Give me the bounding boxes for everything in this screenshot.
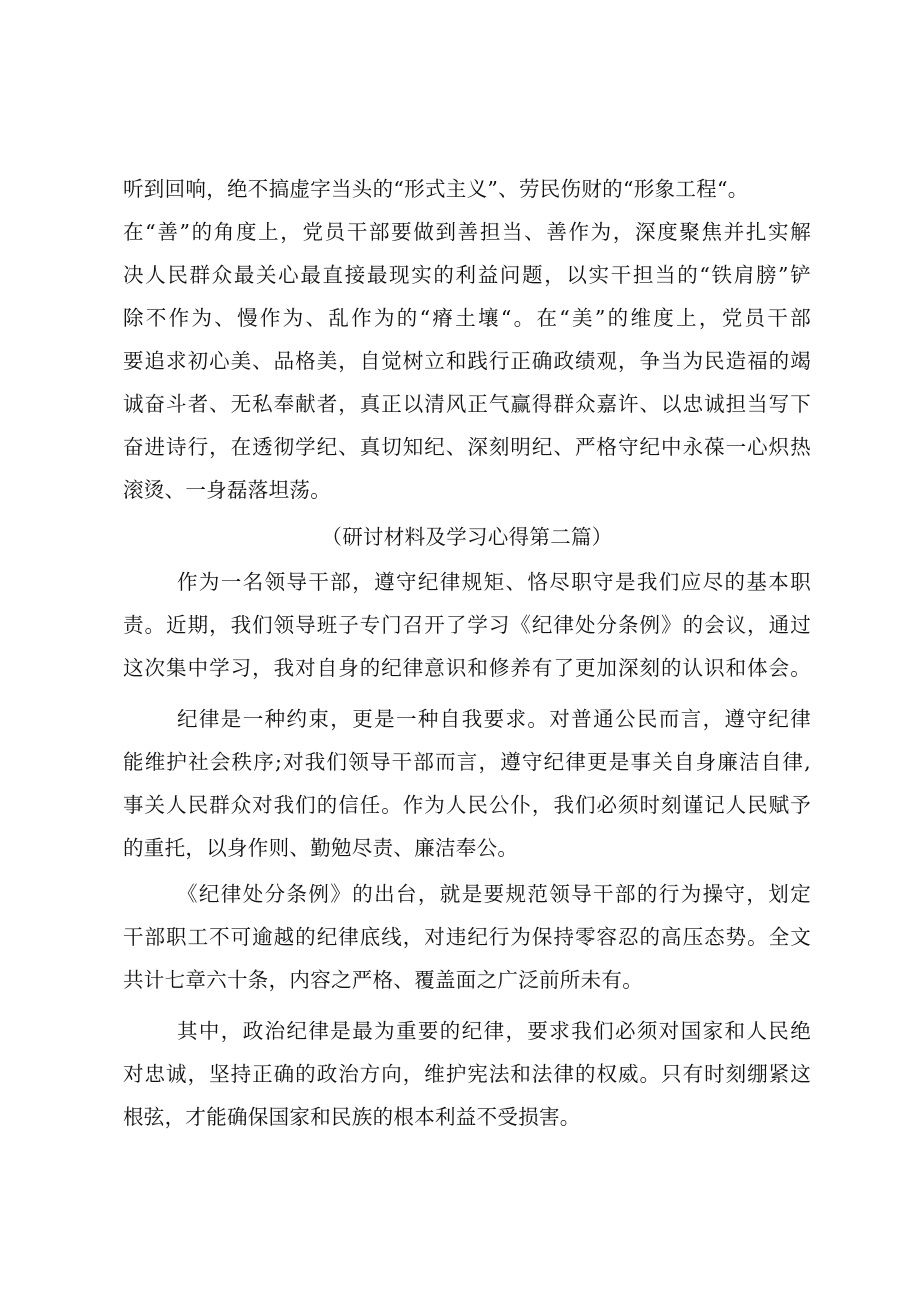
paragraph-1-line-1: 听到回响，绝不搞虚字当头的“形式主义”、劳民伤财的“形象工程“。 <box>123 177 749 201</box>
paragraph-3-line-4: 的重托，以身作则、勤勉尽责、廉洁奉公。 <box>123 836 519 860</box>
paragraph-2-line-1: 作为一名领导干部，遵守纪律规矩、恪尽职守是我们应尽的基本职 <box>177 570 811 594</box>
paragraph-3-line-3: 事关人民群众对我们的信任。作为人民公仆，我们必须时刻谨记人民赋予 <box>123 793 811 817</box>
paragraph-2-line-3: 这次集中学习，我对自身的纪律意识和修养有了更加深刻的认识和体会。 <box>123 656 811 680</box>
document-body <box>123 0 811 1301</box>
paragraph-5-line-3: 根弦，才能确保国家和民族的根本利益不受损害。 <box>123 1105 581 1129</box>
paragraph-1-line-5: 要追求初心美、品格美，自觉树立和践行正确政绩观，争当为民造福的竭 <box>123 349 811 373</box>
paragraph-1-line-7: 奋进诗行，在透彻学纪、真切知纪、深刻明纪、严格守纪中永葆一心炽热 <box>123 435 811 459</box>
paragraph-1-line-6: 诚奋斗者、无私奉献者，真正以清风正气赢得群众嘉许、以忠诚担当写下 <box>123 392 811 416</box>
paragraph-3-line-1: 纪律是一种约束，更是一种自我要求。对普通公民而言，遵守纪律 <box>177 707 811 731</box>
section-heading: （研讨材料及学习心得第二篇） <box>321 525 613 549</box>
paragraph-4-line-2: 干部职工不可逾越的纪律底线，对违纪行为保持零容忍的高压态势。全文 <box>123 925 811 949</box>
paragraph-1-line-2: 在“善”的角度上，党员干部要做到善担当、善作为，深度聚焦并扎实解 <box>123 220 811 244</box>
paragraph-1-line-4: 除不作为、慢作为、乱作为的“瘠土壤“。在“美”的维度上，党员干部 <box>123 306 811 330</box>
paragraph-3-line-2: 能维护社会秩序;对我们领导干部而言，遵守纪律更是事关自身廉洁自律, <box>123 750 811 774</box>
paragraph-2-line-2: 责。近期，我们领导班子专门召开了学习《纪律处分条例》的会议，通过 <box>123 613 811 637</box>
paragraph-4-line-1: 《纪律处分条例》的出台，就是要规范领导干部的行为操守，划定 <box>177 882 811 906</box>
paragraph-5-line-1: 其中，政治纪律是最为重要的纪律，要求我们必须对国家和人民绝 <box>177 1019 811 1043</box>
paragraph-1-line-3: 决人民群众最关心最直接最现实的利益问题，以实干担当的“铁肩膀”铲 <box>123 263 811 287</box>
paragraph-1-line-8: 滚烫、一身磊落坦荡。 <box>123 478 331 502</box>
paragraph-5-line-2: 对忠诚，坚持正确的政治方向，维护宪法和法律的权威。只有时刻绷紧这 <box>123 1062 811 1086</box>
paragraph-4-line-3: 共计七章六十条，内容之严格、覆盖面之广泛前所未有。 <box>123 968 643 992</box>
